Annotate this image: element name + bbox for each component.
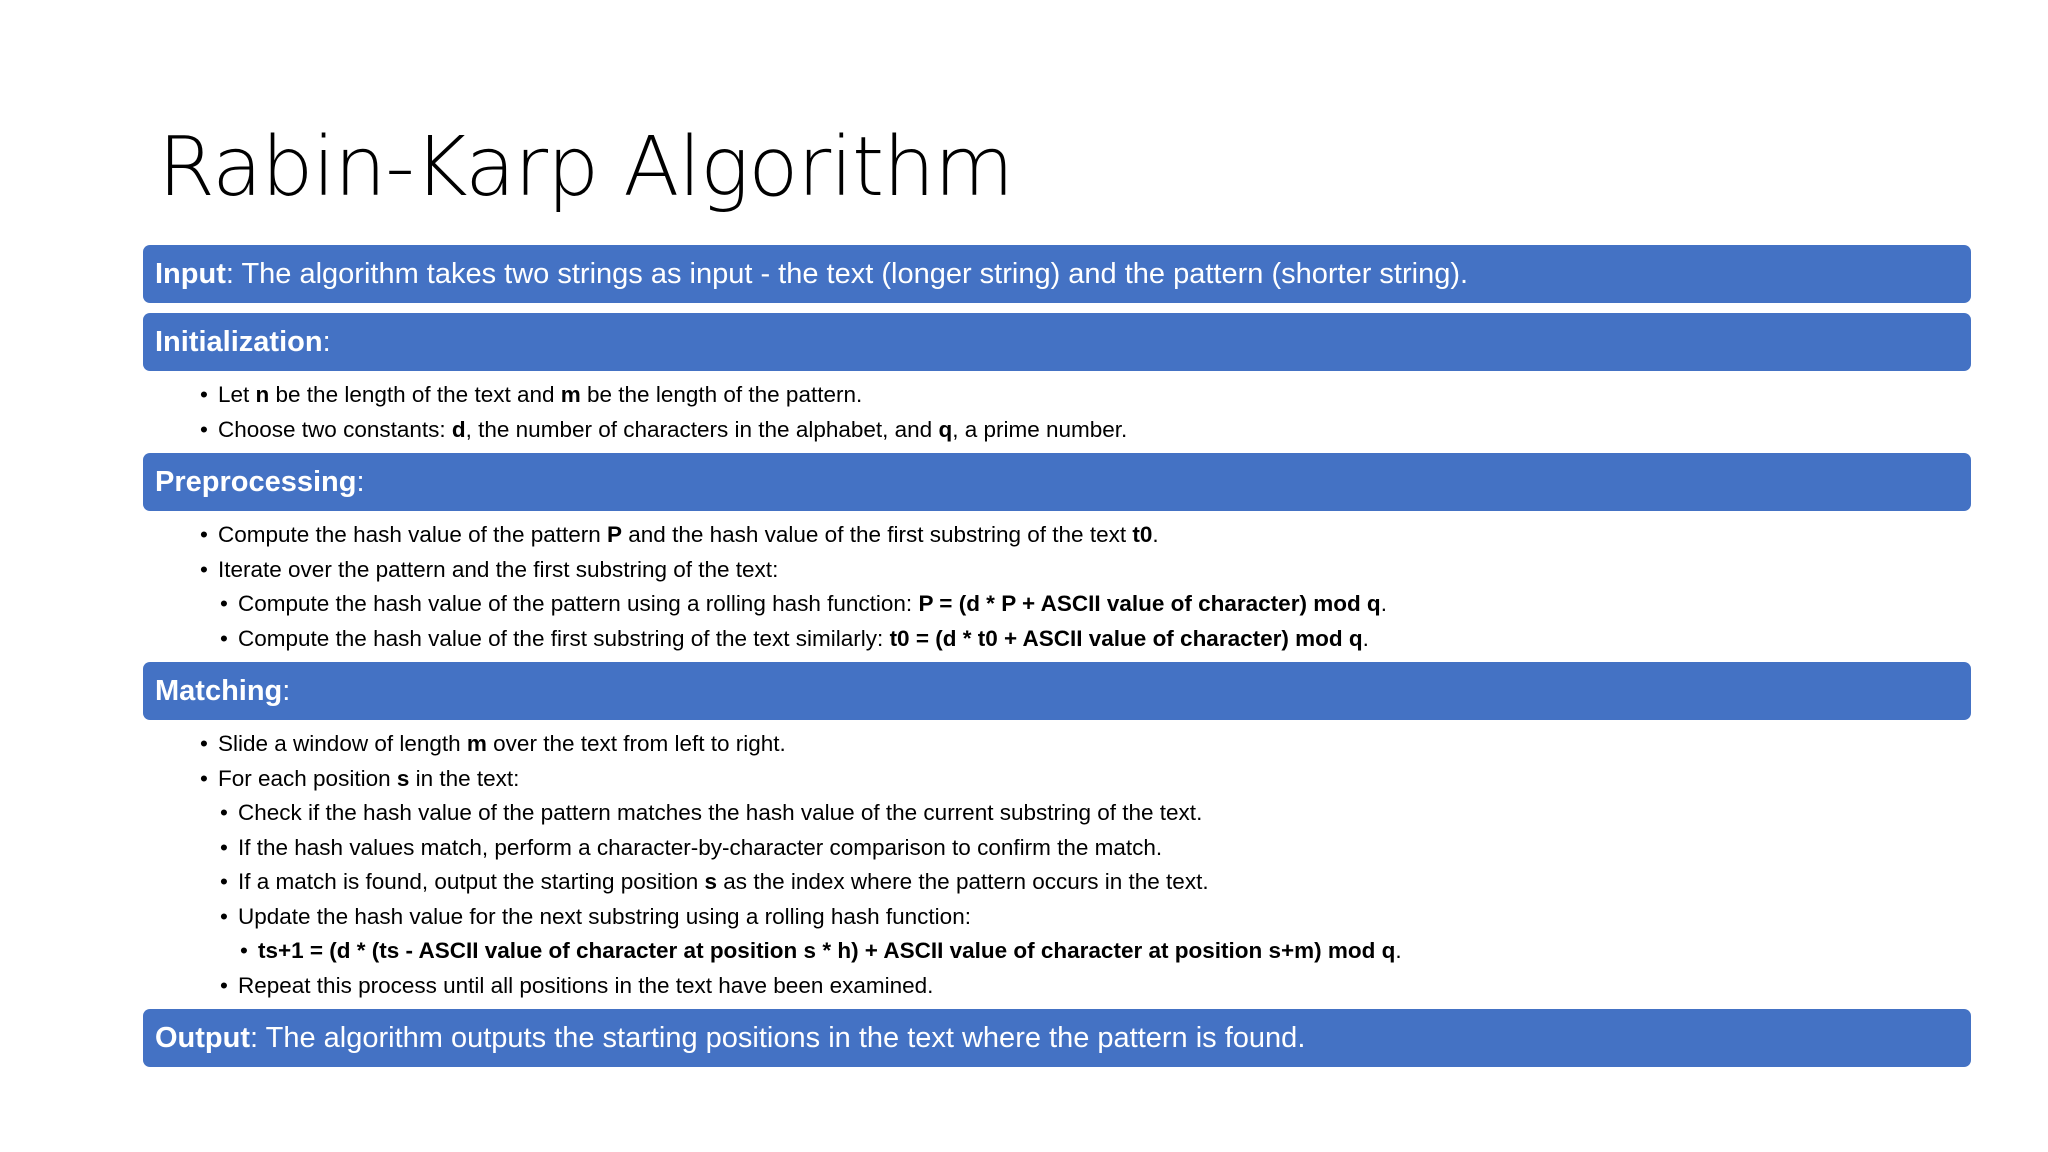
list-item: • Slide a window of length m over the text from left to right. [218, 727, 1971, 762]
list-item: • For each position s in the text: [218, 762, 1971, 797]
list-item: • Choose two constants: d, the number of characters in the alphabet, and q, a prime number. [218, 413, 1971, 448]
list-item: • ts+1 = (d * (ts - ASCII value of character at position s * h) + ASCII value of character at position s+m) mod q. [258, 934, 1971, 969]
section-bar-input [143, 245, 1971, 303]
slide-content [143, 245, 1971, 1067]
section-text-input: : The algorithm takes two strings as input - the text (longer string) and the pattern (shorter string). [225, 257, 1469, 290]
list-item: • Compute the hash value of the pattern P and the hash value of the first substring of the text t0. [218, 518, 1971, 553]
section-bar-preprocessing [143, 453, 1971, 511]
list-item: • Compute the hash value of the pattern using a rolling hash function: P = (d * P + ASCII value of character) mod q. [238, 587, 1971, 622]
section-bar-matching [143, 662, 1971, 720]
list-item: • Repeat this process until all positions in the text have been examined. [238, 969, 1971, 1004]
list-item: • Check if the hash value of the pattern matches the hash value of the current substring of the text. [238, 796, 1971, 831]
section-bar-initialization [143, 313, 1971, 371]
section-label-initialization: Initialization [155, 325, 323, 358]
section-text-matching: : [282, 674, 291, 707]
list-item: • Update the hash value for the next substring using a rolling hash function: [238, 900, 1971, 935]
section-text-initialization: : [322, 325, 331, 358]
initialization-list [143, 371, 1971, 453]
matching-list [143, 720, 1971, 1009]
list-item: • Let n be the length of the text and m be the length of the pattern. [218, 378, 1971, 413]
list-item: • Compute the hash value of the first substring of the text similarly: t0 = (d * t0 + ASCII value of character) mod q. [238, 622, 1971, 657]
slide-title: Rabin-Karp Algorithm [158, 120, 1013, 215]
list-item: • If the hash values match, perform a character-by-character comparison to confirm the match. [238, 831, 1971, 866]
section-label-input: Input [155, 257, 226, 290]
section-bar-output [143, 1009, 1971, 1067]
list-item: • If a match is found, output the starting position s as the index where the pattern occurs in the text. [238, 865, 1971, 900]
section-text-preprocessing: : [356, 465, 365, 498]
section-label-preprocessing: Preprocessing [155, 465, 357, 498]
preprocessing-list [143, 511, 1971, 662]
section-text-output: : The algorithm outputs the starting positions in the text where the pattern is found. [250, 1021, 1306, 1054]
section-label-output: Output [155, 1021, 251, 1054]
section-label-matching: Matching [155, 674, 283, 707]
list-item: • Iterate over the pattern and the first substring of the text: [218, 553, 1971, 588]
